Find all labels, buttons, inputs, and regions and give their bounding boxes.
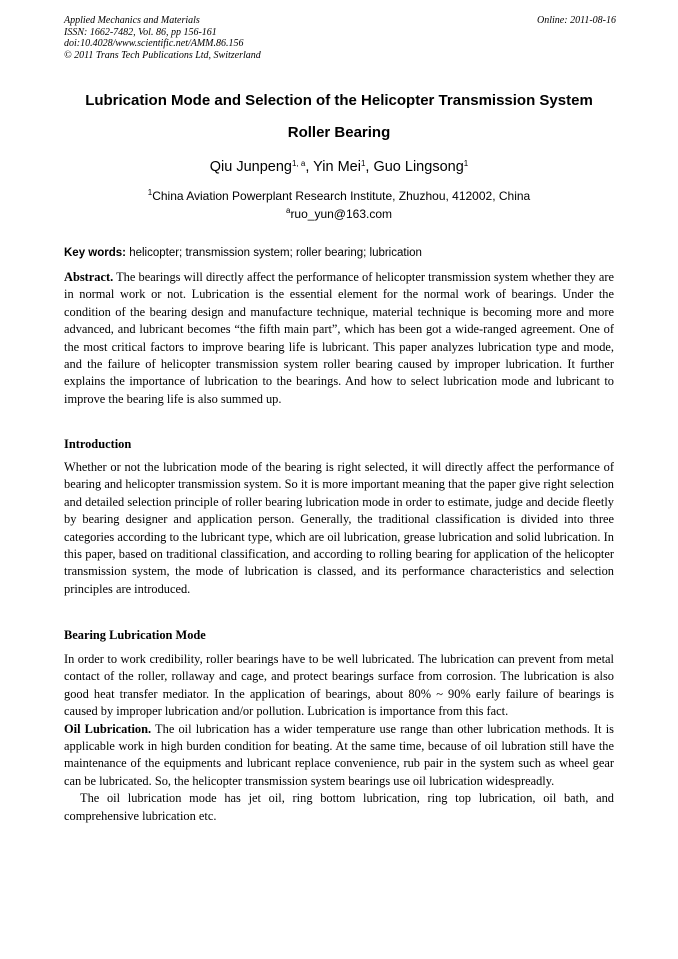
introduction-text: Whether or not the lubrication mode of the bearing is right selected, it will directly affect the performance of bearing and helicopter transmission system. So it is more important meaning that the paper give right selection and detailed selection principle of roller bearing lubrication mode in order to estimate, judge and decide fleetly by bearing designer and application person. Generally, the traditional classification is divided into three categories according to the lubricant type, which are oil lubrication, grease lubrication and solid lubrication. In this paper, based on traditional classification, and according to rolling bearing for application of the helicopter transmission system, the mode of lubrication is classed, and its performance characteristics and selection principles are introduced. bbox=[64, 460, 614, 596]
section-heading-bearing-lubrication-mode: Bearing Lubrication Mode bbox=[64, 628, 206, 642]
section-heading-introduction: Introduction bbox=[64, 437, 132, 451]
author-email bbox=[40, 207, 638, 222]
affiliation-mark: 1 bbox=[147, 188, 153, 197]
journal-name: Applied Mechanics and Materials bbox=[64, 15, 200, 26]
affiliation-text: China Aviation Powerplant Research Institute, Zhuzhou, 412002, China bbox=[152, 189, 531, 203]
journal-issn: ISSN: 1662-7482, Vol. 86, pp 156-161 bbox=[64, 26, 217, 38]
journal-header bbox=[64, 15, 616, 61]
introduction-paragraph bbox=[64, 459, 614, 598]
abstract bbox=[64, 269, 614, 408]
paper-title-line-1: Lubrication Mode and Selection of the Helicopter Transmission System bbox=[85, 92, 593, 109]
keywords-label: Key words: bbox=[64, 247, 126, 259]
abstract-label: Abstract. bbox=[64, 270, 114, 284]
affiliation bbox=[40, 189, 638, 204]
email-text: ruo_yun@163.com bbox=[290, 207, 393, 221]
author-list bbox=[40, 158, 638, 176]
oil-lubrication-text: The oil lubrication has a wider temperature use range than other lubrication methods. It is applicable work in high burden condition for beating. At the same time, because of oil lubration still have the maintenance of the equipments and lubricant replace convenience, rub pair in the system such as wheel gear can be lubricated. So, the helicopter transmission system bearings use oil lubrication widespreadly. bbox=[64, 721, 615, 788]
email-mark: a bbox=[285, 206, 291, 215]
bearing-lubrication-text: In order to work credibility, roller bearings have to be well lubricated. The lubrication can prevent from metal contact of the roller, rollaway and cage, and protect bearings surface from corrosion. The lubrication is also good heat transfer mediator. In the application of bearings, about 80% ~ 90% early failure of bearings is caused by improper lubrication and/or pollution. Lubrication is importance from this fact. bbox=[64, 652, 614, 719]
keywords-text: helicopter; transmission system; roller bearing; lubrication bbox=[126, 247, 422, 259]
author-affiliation-mark: 1 bbox=[463, 159, 469, 168]
journal-doi: doi:10.4028/www.scientific.net/AMM.86.156 bbox=[64, 38, 244, 49]
oil-lubrication-modes-text: The oil lubrication mode has jet oil, ring bottom lubrication, ring top lubrication, oil bath, and comprehensive lubrication etc. bbox=[64, 791, 614, 823]
online-date: Online: 2011-08-16 bbox=[537, 15, 616, 26]
author-affiliation-mark: 1, a bbox=[292, 159, 306, 168]
author-affiliation-mark: 1 bbox=[360, 159, 366, 168]
author-name: , Yin Mei bbox=[305, 159, 361, 175]
oil-lubrication-label: Oil Lubrication. bbox=[64, 721, 152, 736]
author-name: Qiu Junpeng bbox=[209, 159, 292, 175]
bearing-lubrication-section bbox=[64, 651, 614, 825]
author-name: , Guo Lingsong bbox=[365, 159, 464, 175]
keywords bbox=[64, 246, 616, 260]
journal-copyright: © 2011 Trans Tech Publications Ltd, Switzerland bbox=[64, 49, 261, 61]
abstract-text: The bearings will directly affect the performance of helicopter transmission system whether they are in normal work or not. Lubrication is the essential element for the normal work of bearings. Under the condition of the bearing design and manufacture technique, material technique is becoming more and more advanced, and lubricant becomes “the fifth main part”, which has been got a wide-ranged agreement. One of the most critical factors to improve bearing life is lubricant. This paper analyzes lubrication type and mode, and the failure of helicopter transmission system roller bearing caused by improper lubrication. It further explains the importance of lubrication to the bearings. And how to select lubrication mode and lubricant to improve the bearing life is also summed up. bbox=[64, 270, 614, 406]
paper-title-line-2: Roller Bearing bbox=[287, 124, 391, 141]
